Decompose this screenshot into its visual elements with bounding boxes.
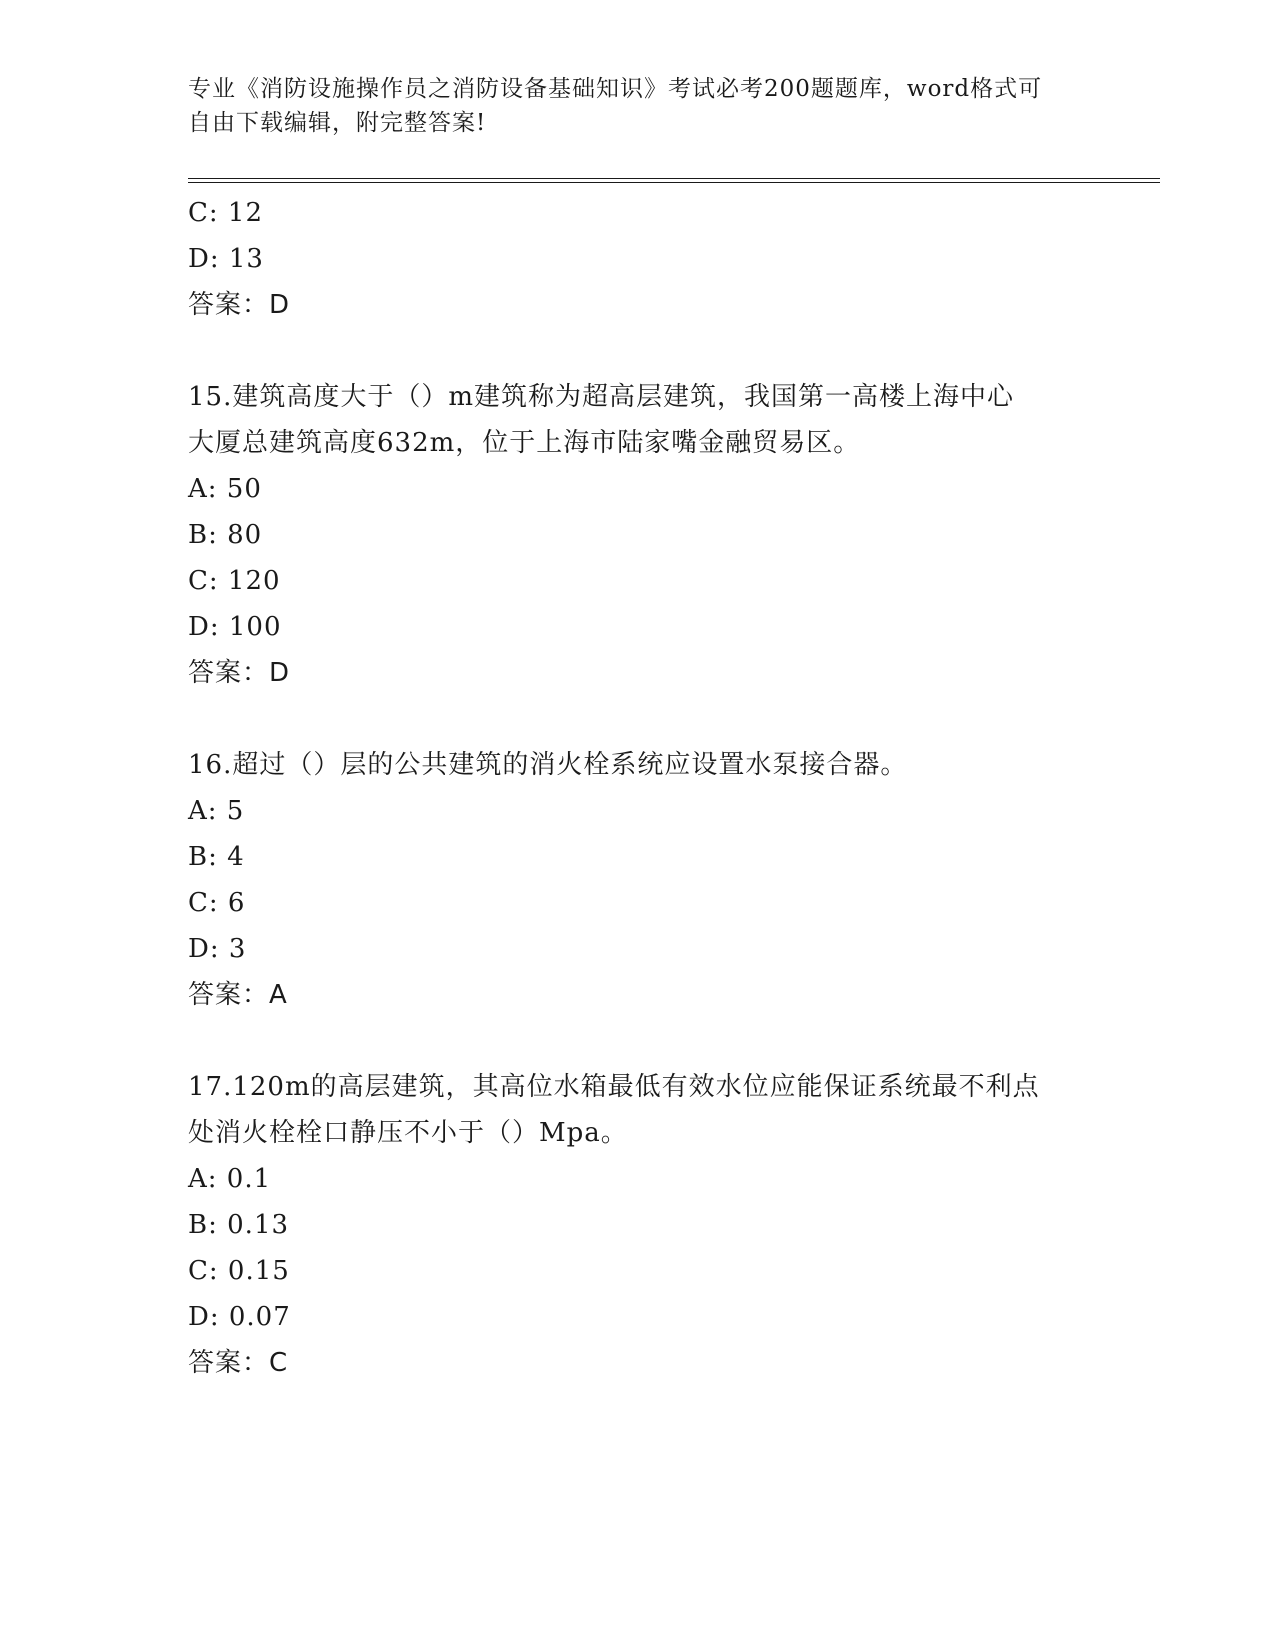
question-15 <box>188 374 1088 696</box>
question-stem-line: 16.超过（）层的公共建筑的消火栓系统应设置水泵接合器。 <box>188 750 908 780</box>
answer-line: 答案：D <box>188 290 291 320</box>
option-a: A: 0.1 <box>188 1164 272 1194</box>
header-double-rule <box>188 178 1160 183</box>
question-stem-line: 处消火栓栓口静压不小于（）Mpa。 <box>188 1118 628 1148</box>
option-c: C: 6 <box>188 888 246 918</box>
option-c: C: 12 <box>188 198 264 228</box>
option-d: D: 13 <box>188 244 264 274</box>
question-stem-line: 17.120m的高层建筑，其高位水箱最低有效水位应能保证系统最不利点 <box>188 1072 1040 1102</box>
option-c: C: 0.15 <box>188 1256 290 1286</box>
option-a: A: 5 <box>188 796 245 826</box>
answer-line: 答案：C <box>188 1348 289 1378</box>
document-header <box>188 72 1088 140</box>
option-d: D: 0.07 <box>188 1302 291 1332</box>
question-stem-line: 大厦总建筑高度632m，位于上海市陆家嘴金融贸易区。 <box>188 428 861 458</box>
option-c: C: 120 <box>188 566 281 596</box>
option-b: B: 0.13 <box>188 1210 290 1240</box>
option-b: B: 4 <box>188 842 245 872</box>
header-line-2: 自由下载编辑，附完整答案! <box>188 110 487 136</box>
option-d: D: 100 <box>188 612 282 642</box>
option-b: B: 80 <box>188 520 263 550</box>
answer-line: 答案：A <box>188 980 288 1010</box>
previous-question-tail <box>188 190 1088 328</box>
question-content <box>188 190 1088 1386</box>
question-stem-line: 15.建筑高度大于（）m建筑称为超高层建筑，我国第一高楼上海中心 <box>188 382 1015 412</box>
question-16 <box>188 742 1088 1018</box>
question-17 <box>188 1064 1088 1386</box>
answer-line: 答案：D <box>188 658 291 688</box>
header-line-1: 专业《消防设施操作员之消防设备基础知识》考试必考200题题库，word格式可 <box>188 76 1043 102</box>
option-d: D: 3 <box>188 934 247 964</box>
option-a: A: 50 <box>188 474 262 504</box>
